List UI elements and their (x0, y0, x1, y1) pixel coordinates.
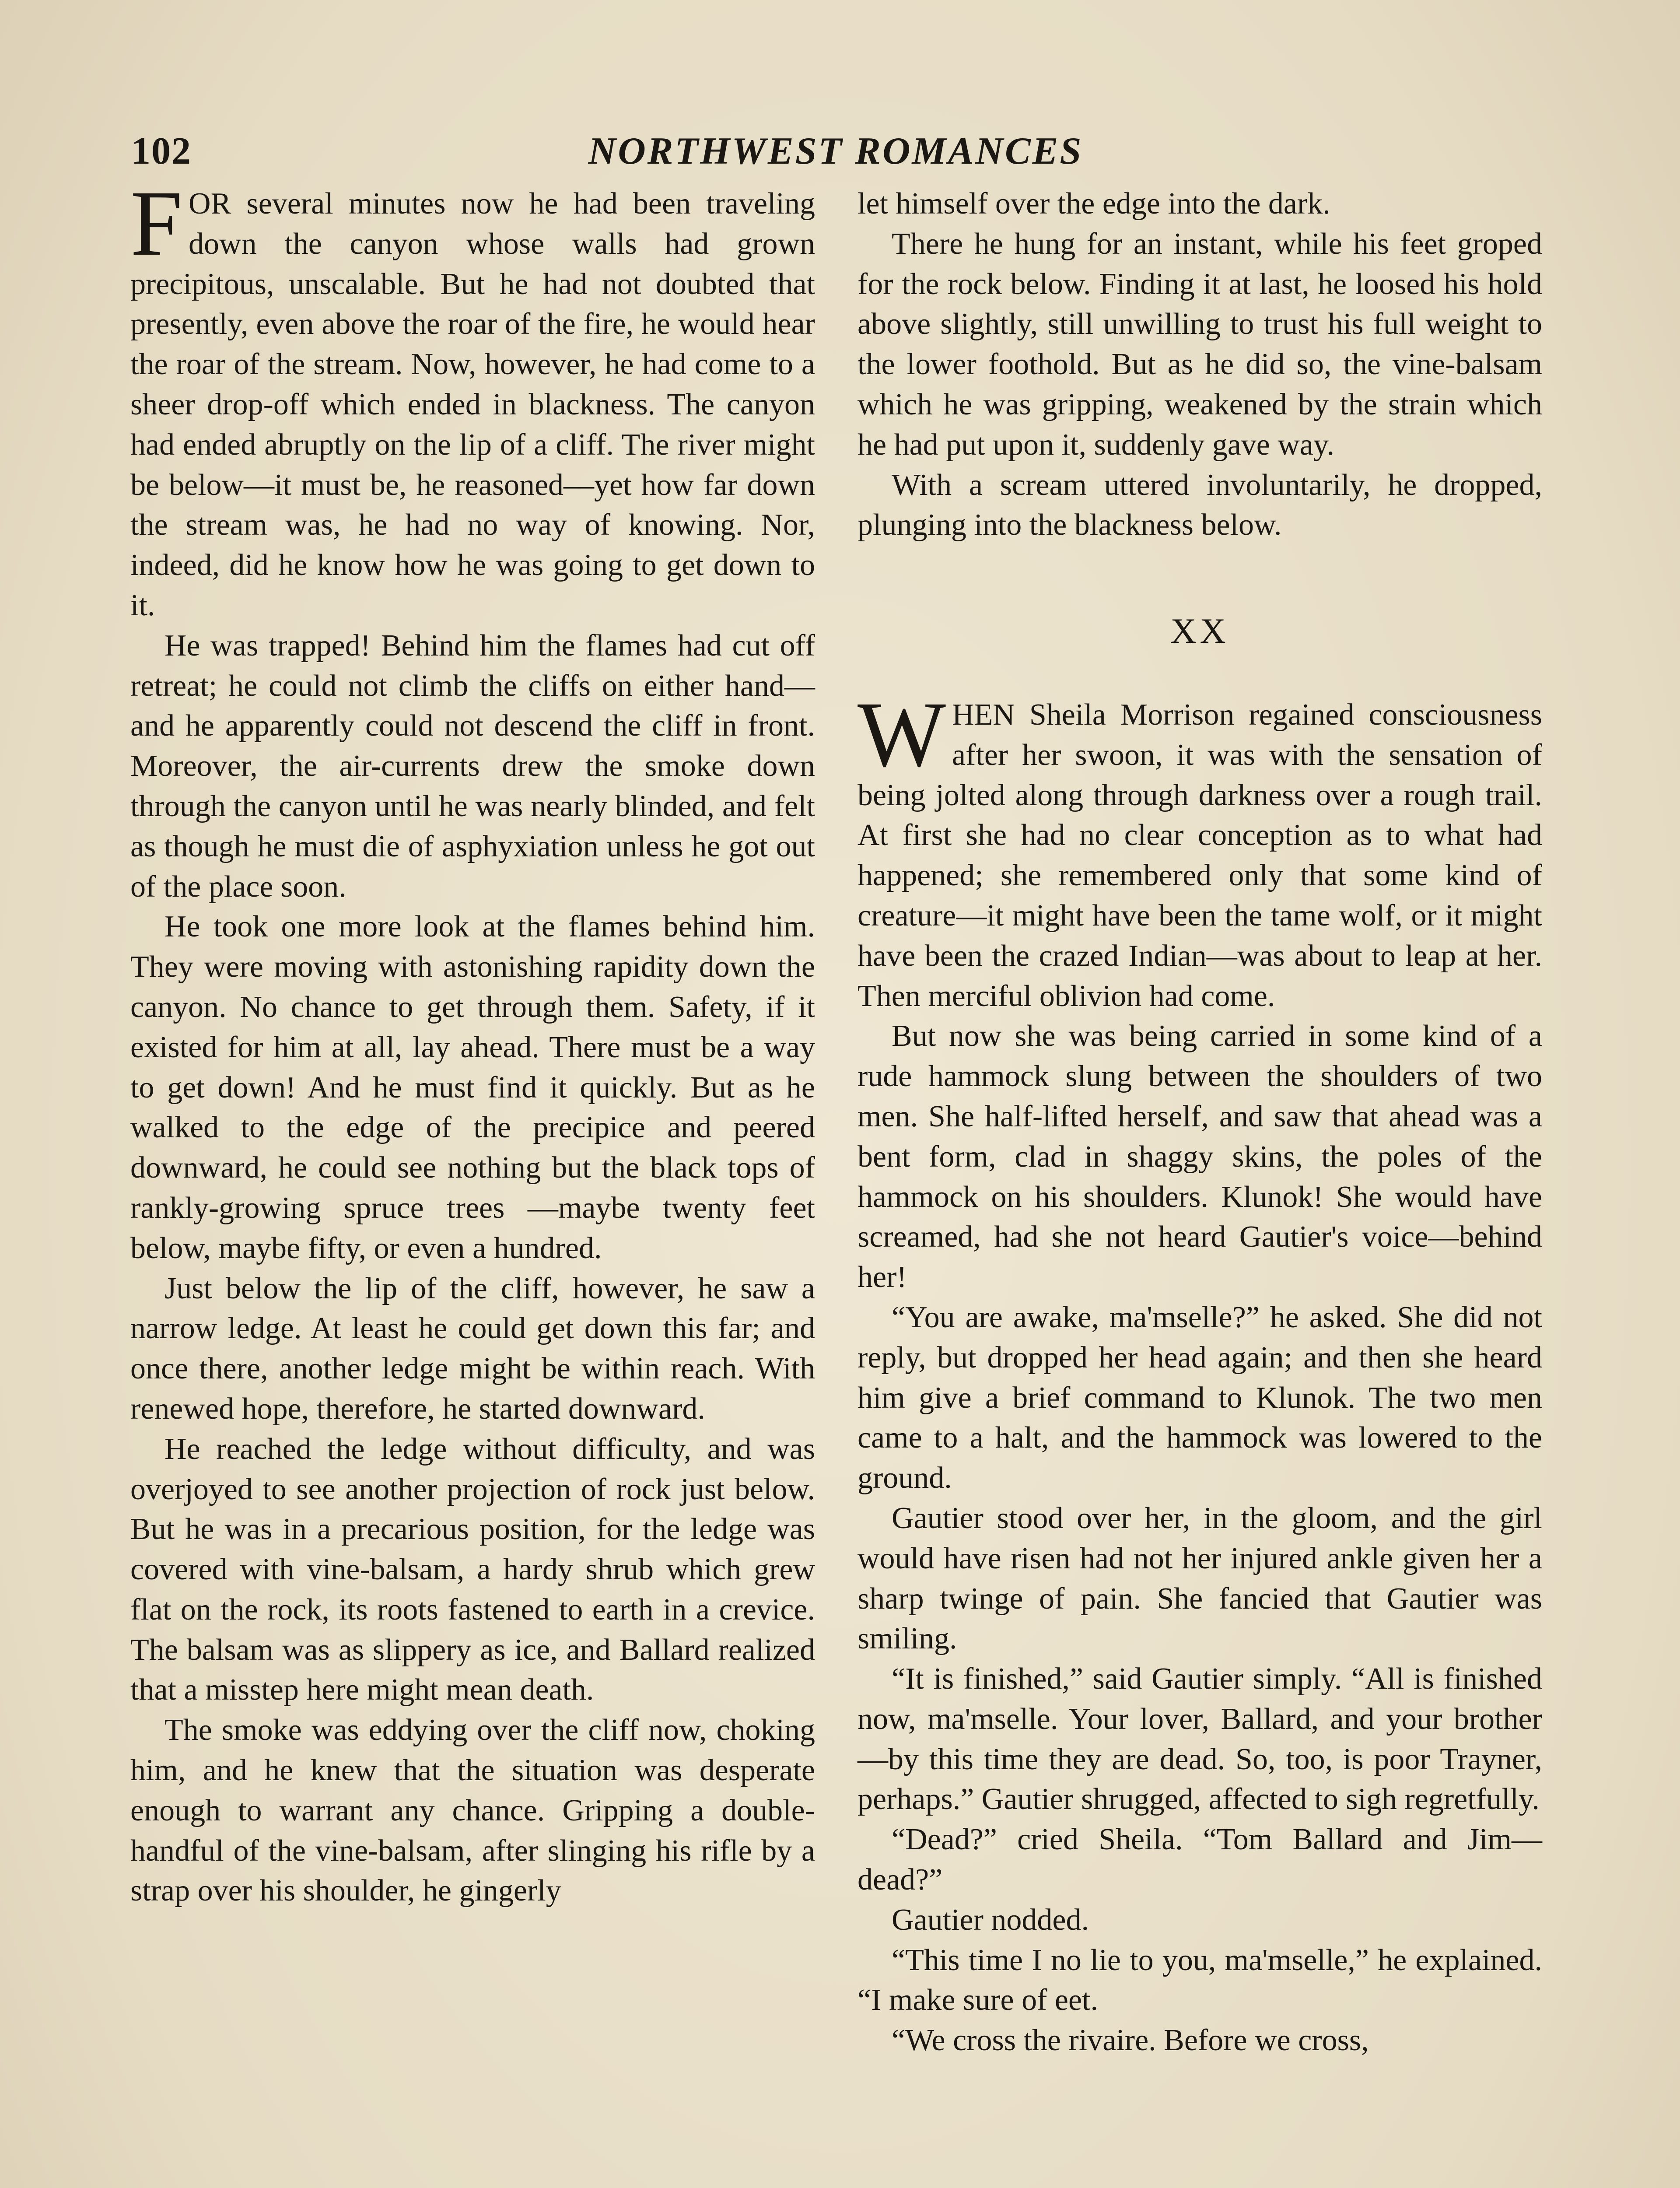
drop-cap: F (130, 172, 183, 275)
running-title: NORTHWEST ROMANCES (588, 130, 1083, 172)
right-column (858, 184, 1542, 2061)
paragraph: With a scream uttered involuntarily, he dropped, plunging into the blackness below. (858, 468, 1542, 542)
paragraph: He took one more look at the flames behind him. They were moving with astonishing rapidity down the canyon. No chance to get through them. Safety, if it existed for him at all, lay ahead. There must be a way to get down! And he must find it quickly. But as he walked to the edge of the precipice and peered downward, he could see nothing but the black tops of rankly-growing spruce trees —maybe twenty feet below, maybe fifty, or even a hundred. (130, 910, 815, 1265)
paragraph: “You are awake, ma'mselle?” he asked. She did not reply, but dropped her head again; and then she heard him give a brief command to Klunok. The two men came to a halt, and the hammock was lowered to the ground. (858, 1300, 1542, 1495)
page-header (131, 129, 1540, 182)
paragraph: let himself over the edge into the dark. (858, 187, 1330, 221)
left-column (130, 172, 815, 1911)
paragraph: The smoke was eddying over the cliff now, choking him, and he knew that the situation was desperate enough to warrant any chance. Gripping a double-handful of the vine-balsam, after slinging his rifle by a strap over his shoulder, he gingerly (130, 1713, 815, 1908)
paragraph: He was trapped! Behind him the flames had cut off retreat; he could not climb the cliffs on either hand—and he apparently could not descend the cliff in front. Moreover, the air-currents drew the smoke down through the canyon until he was nearly blinded, and felt as though he must die of asphyxiation unless he got out of the place soon. (130, 628, 815, 904)
paragraph-text: OR several minutes now he had been traveling down the canyon whose walls had grown precipitous, unscalable. But he had not doubted that presently, even above the roar of the fire, he would hear the roar of the stream. Now, however, he had come to a sheer drop-off which ended in blackness. The canyon had ended abruptly on the lip of a cliff. The river might be below—it must be, he reasoned—yet how far down the stream was, he had no way of knowing. Nor, indeed, did he know how he was going to get down to it. (130, 187, 815, 622)
paragraph: “This time I no lie to you, ma'mselle,” he explained. “I make sure of eet. (858, 1943, 1542, 2017)
paragraph (858, 682, 1542, 1016)
paragraph (130, 172, 815, 626)
page-number: 102 (131, 130, 192, 172)
chapter-heading: XX (1170, 611, 1229, 651)
paragraph: There he hung for an instant, while his feet groped for the rock below. Finding it at last, he loosed his hold above slightly, still unwilling to trust his full weight to the lower foothold. But as he did so, the vine-balsam which he was gripping, weakened by the strain which he had put upon it, suddenly gave way. (858, 227, 1542, 462)
paragraph: He reached the ledge without difficulty, and was overjoyed to see another projection of rock just below. But he was in a precarious position, for the ledge was covered with vine-balsam, a hardy shrub which grew flat on the rock, its roots fastened to earth in a crevice. The balsam was as slippery as ice, and Ballard realized that a misstep here might mean death. (130, 1432, 815, 1707)
paragraph: “It is finished,” said Gautier simply. “All is finished now, ma'mselle. Your lover, Ballard, and your brother—by this time they are dead. So, too, is poor Trayner, perhaps.” Gautier shrugged, affected to sigh regretfully. (858, 1662, 1542, 1816)
paragraph: But now she was being carried in some kind of a rude hammock slung between the shoulders of two men. She half-lifted herself, and saw that ahead was a bent form, clad in shaggy skins, the poles of the hammock on his shoulders. Klunok! She would have screamed, had she not heard Gautier's voice—behind her! (858, 1019, 1542, 1294)
drop-cap: W (858, 682, 946, 786)
paragraph: “We cross the rivaire. Before we cross, (892, 2023, 1369, 2058)
paragraph: Just below the lip of the cliff, however, he saw a narrow ledge. At least he could get down this far; and once there, another ledge might be within reach. With renewed hope, therefore, he started downward. (130, 1271, 815, 1426)
paragraph: Gautier nodded. (892, 1903, 1089, 1937)
paragraph-text: HEN Sheila Morrison regained consciousness after her swoon, it was with the sensation of being jolted along through darkness over a rough trail. At first she had no clear conception as to what had happened; she remembered only that some kind of creature—it might have been the tame wolf, or it might have been the crazed Indian—was about to leap at her. Then merciful oblivion had come. (858, 698, 1542, 1013)
paragraph: “Dead?” cried Sheila. “Tom Ballard and Jim—dead?” (858, 1823, 1542, 1897)
paragraph: Gautier stood over her, in the gloom, and the girl would have risen had not her injured ankle given her a sharp twinge of pain. She fancied that Gautier was smiling. (858, 1501, 1542, 1656)
